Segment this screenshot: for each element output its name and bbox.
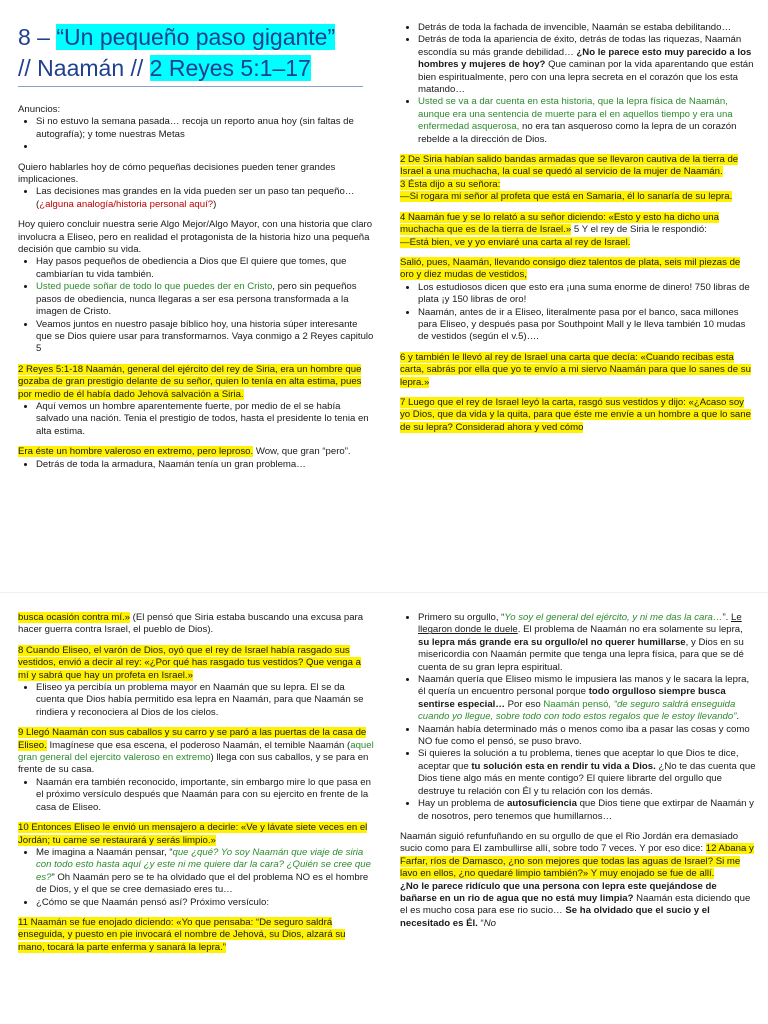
list-item: • Las decisiones mas grandes en la vida pueden ser un paso tan pequeño… (¿alguna analogía/historia personal aquí?) xyxy=(36,186,374,211)
bullet-list xyxy=(18,847,374,909)
list-item: • Usted puede soñar de todo lo que puedes der en Cristo, pero sin pequeños pasos de obediencia, nunca llegaras a ser esa persona transformada a la imagen de Cristo. xyxy=(36,281,374,318)
list-item: • Naamán había determinado más o menos como iba a pasar las cosas y como NO fue como el pensó, se puso bravo. xyxy=(418,724,756,749)
bullet-list xyxy=(18,777,374,814)
title-line-2 xyxy=(18,53,374,84)
list-item: • Los estudiosos dicen que esto era ¡una suma enorme de dinero! 750 libras de plata ¡y 150 libras de oro! xyxy=(418,282,756,307)
left-column-top xyxy=(18,104,374,471)
scripture-passage: 11 Naamán se fue enojado diciendo: «Yo que pensaba: “De seguro saldrá enseguida, y puesto en pie invocará el nombre de Jehová, su Dios, alzará su mano, tocará la parte enferma y sanará la lepra.” xyxy=(18,916,346,953)
scripture-passage: 3 Ésta dijo a su señora: xyxy=(400,178,501,190)
bullet-list xyxy=(18,682,374,719)
paragraph: Quiero hablarles hoy de cómo pequeñas decisiones pueden tener grandes implicaciones. xyxy=(18,161,336,186)
list-item: • Hay un problema de autosuficiencia que Dios tiene que extirpar de Naamán y de nosotros, pero tenemos que humillarnos… xyxy=(418,798,756,823)
scripture-reference: 2 Reyes 5:1–17 xyxy=(149,55,311,81)
announcements-heading: Anuncios: xyxy=(18,104,61,115)
list-item: • Me imagina a Naamán pensar, “que ¿qué? Yo soy Naamán que viaje de siria con todo esto hasta aquí ¿y este ni me quiere dar la cara? ¿Quién se cree que es?” Oh Naamán pero se te ha olvidado que el del problema NO es el hombre de Dios, y el que se cree demasiado eres tu… xyxy=(36,847,374,897)
bullet-list xyxy=(18,186,374,211)
list-item: • ¿Cómo se que Naamán pensó así? Próximo versículo: xyxy=(36,897,374,909)
sermon-subject: // Naamán // xyxy=(18,55,150,81)
list-item: • Eliseo ya percibía un problema mayor en Naamán que su lepra. El se da cuenta que Dios había permitido esa lepra en Naamán, para que Naamán se rindiera y reconociera al Dios de los cielos. xyxy=(36,682,374,719)
scripture-passage: 2 De Siria habían salido bandas armadas que se llevaron cautiva de la tierra de Israel a una muchacha, la cual se quedó al servicio de la mujer de Naamán. xyxy=(400,154,739,178)
bullet-list xyxy=(400,612,756,823)
scripture-passage: 9 Llegó Naamán con sus caballos y su carro y se paró a las puertas de la casa de Eliseo. Imagínese que esa escena, el poderoso Naamán, el temible Naamán (aquel gran general del ejercito valeroso en extremo) llega con sus caballos, y se para en frente de su casa. xyxy=(18,727,374,776)
title-line-1 xyxy=(18,22,374,53)
list-item: • Naamán era también reconocido, importante, sin embargo mire lo que pasa en el próximo versículo después que Naamán para con su ejercito en frente de la casa de Eliseo. xyxy=(36,777,374,814)
list-item: • Aquí vemos un hombre aparentemente fuerte, por medio de el se había salvado una nación. Tenia el prestigio de todos, hasta el presidente lo tenia en alta estima. xyxy=(36,401,374,438)
sermon-title-text: “Un pequeño paso gigante” xyxy=(56,24,336,50)
list-item: • Detrás de toda la apariencia de éxito, detrás de todas las riquezas, Naamán escondía su más grande debilidad… ¿No le parece esto muy parecido a los hombres y mujeres de hoy? Que caminan por la vida aparentando que están bien espiritualmente, pero con una lepra secreta en el corazón que los esta matando… xyxy=(418,34,756,96)
scripture-passage: 8 Cuando Eliseo, el varón de Dios, oyó que el rey de Israel había rasgado sus vestidos, envió a decir al rey: «¿Por qué has rasgado tus vestidos? Que venga a mí y sabrá que hay un profeta en Israel.» xyxy=(18,644,361,681)
list-item: • Veamos juntos en nuestro pasaje bíblico hoy, una historia súper interesante que se Dios quiere usar para transformarnos. Vaya conmigo a 2 Reyes capitulo 5 xyxy=(36,319,374,356)
list-item: • Si quieres la solución a tu problema, tienes que aceptar lo que Dios te dice, aceptar que tu solución esta en rendir tu vida a Dios. ¿No te das cuenta que Dios tiene algo más en mente contigo? El quiere librarte del orgullo que destruye tu relación con Él y tu relación con los demás. xyxy=(418,748,756,798)
list-item: • Primero su orgullo, “Yo soy el general del ejército, y ni me das la cara…”. Le llegaron donde le duele. El problema de Naamán no era solamente su lepra, su lepra más grande era su orgullo/el no querer humillarse, y Dios en su misericordia con Naamán permite que tenga una lepra física, para que se dé cuenta de su gran lepra espiritual. xyxy=(418,612,756,674)
bullet-list xyxy=(400,282,756,344)
scripture-passage: 6 y también le llevó al rey de Israel una carta que decía: «Cuando recibas esta carta, sabrás por ella que yo te envío a mi siervo Naamán para que lo sanes de su lepra.» xyxy=(400,351,751,388)
list-item: • Detrás de toda la armadura, Naamán tenía un gran problema… xyxy=(36,459,374,471)
right-column-bottom xyxy=(400,612,756,930)
scripture-passage: 4 Naamán fue y se lo relató a su señor diciendo: «Esto y esto ha dicho una muchacha que es de la tierra de Israel.» 5 Y el rey de Siria le respondió: xyxy=(400,211,719,236)
scripture-passage: Salió, pues, Naamán, llevando consigo diez talentos de plata, seis mil piezas de oro y diez mudas de vestidos, xyxy=(400,256,741,281)
right-column-top xyxy=(400,22,756,434)
list-item: • Hay pasos pequeños de obediencia a Dios que El quiere que tomes, que cambiarían tu vida también. xyxy=(36,256,374,281)
list-item xyxy=(36,141,374,153)
scripture-passage: —Está bien, ve y yo enviaré una carta al rey de Israel. xyxy=(400,236,631,248)
announcements-list xyxy=(18,116,374,153)
scripture-passage: 2 Reyes 5:1-18 Naamán, general del ejército del rey de Siria, era un hombre que gozaba de gran prestigio delante de su señor, quien lo tenía en alta estima, pues por medio de él había dado Jehová salvación a Siria. xyxy=(18,363,362,400)
scripture-passage: —Si rogara mi señor al profeta que está en Samaria, él lo sanaría de su lepra. xyxy=(400,191,733,203)
sermon-title xyxy=(18,22,374,87)
page-break xyxy=(0,592,768,593)
bullet-list xyxy=(400,22,756,146)
paragraph: Naamán siguió refunfuñando en su orgullo de que el Rio Jordán era demasiado sucio como para El zambullirse allí, sobre todo 7 veces. Y por eso dice: 12 Abana y Farfar, ríos de Damasco, ¿no son mejores que todas las aguas de Israel? Si me lavo en ellos, ¿no quedaré limpio también?» Y muy enojado se fue de allí. xyxy=(400,830,754,880)
list-item: • Naamán quería que Eliseo mismo le impusiera las manos y le sacara la lepra, él quería un encuentro personal porque todo orgulloso siempre busca sentirse especial… Por eso Naamán pensó, “de seguro saldrá enseguida cuando yo llegue, sobre todo con todo estos regalos que le estoy llevando”. xyxy=(418,674,756,724)
list-item: • Si no estuvo la semana pasada… recoja un reporto anua hoy (sin faltas de autografía); y tome nuestras Metas xyxy=(36,116,374,141)
list-item: • Detrás de toda la fachada de invencible, Naamán se estaba debilitando… xyxy=(418,22,756,34)
bullet-list xyxy=(18,401,374,438)
scripture-passage: 10 Entonces Eliseo le envió un mensajero a decirle: «Ve y lávate siete veces en el Jordán; tu carne se restaurará y serás limpio.» xyxy=(18,822,368,846)
title-divider xyxy=(18,86,363,87)
list-item: • Naamán, antes de ir a Eliseo, literalmente pasa por el banco, saca millones para Eliseo, y después pasa por Southpoint Mall y le lleva también 10 mudas de vestidos (según el v.5)…. xyxy=(418,307,756,344)
paragraph: Era éste un hombre valeroso en extremo, pero leproso. Wow, que gran “pero”. xyxy=(18,446,351,458)
placeholder-note: ¿alguna analogía/historia personal aquí? xyxy=(39,198,214,210)
paragraph: ¿No le parece ridículo que una persona con lepra este quejándose de bañarse en un rio de agua que no está muy limpia? Naamán esta diciendo que el es mucho cosa para ese rio sucio… Se ha olvidado que el sucio y el necesitado es Él. “No xyxy=(400,880,751,929)
bullet-list xyxy=(18,256,374,355)
left-column-bottom xyxy=(18,612,374,954)
list-item: • Usted se va a dar cuenta en esta historia, que la lepra física de Naamán, aunque era una sentencia de muerte para el en aquellos tiempo y era una enfermedad asquerosa, no era tan asqueroso como la lepra de un corazón rebelde a la dirección de Dios. xyxy=(418,96,756,146)
scripture-passage: 7 Luego que el rey de Israel leyó la carta, rasgó sus vestidos y dijo: «¿Acaso soy yo Dios, que da vida y la quita, para que éste me envíe a un hombre a que lo sane de su lepra? Considerad ahora y ved cómo xyxy=(400,396,751,433)
scripture-passage: busca ocasión contra mí.» (El pensó que Siria estaba buscando una excusa para hacer guerra contra Israel, el pueblo de Dios). xyxy=(18,612,364,636)
bullet-list xyxy=(18,459,374,471)
sermon-number: 8 – xyxy=(18,24,57,50)
paragraph: Hoy quiero concluir nuestra serie Algo Mejor/Algo Mayor, con una historia que claro involucra a Eliseo, pero en realidad el protagonista de la historia hizo una pequeña decisión que cambio su vida. xyxy=(18,219,373,256)
